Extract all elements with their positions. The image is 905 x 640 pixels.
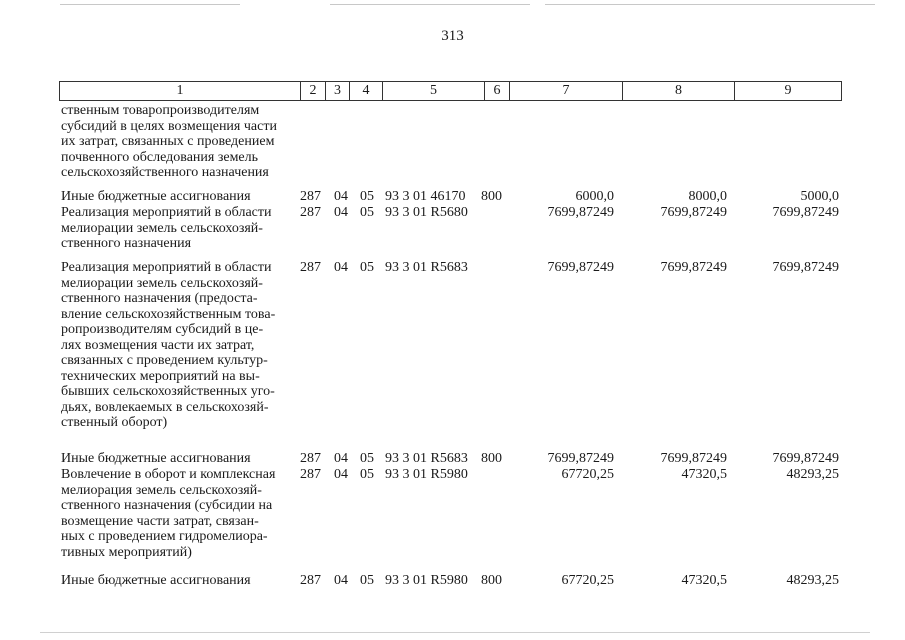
desc-line: мелиорации земель сельскохозяй-	[61, 275, 263, 291]
cell-subsection: 05	[360, 467, 374, 482]
desc-line: Реализация мероприятий в области	[61, 260, 272, 275]
table-header-row	[59, 81, 842, 101]
header-col-5: 5	[382, 82, 484, 100]
cell-target-article: 93 3 01 R5683	[385, 260, 468, 275]
desc-line: субсидий в целях возмещения части	[61, 118, 277, 134]
cell-amount-9: 48293,25	[786, 467, 839, 482]
desc-line: их затрат, связанных с проведением	[61, 134, 275, 149]
cell-target-article: 93 3 01 46170	[385, 189, 466, 204]
cell-admin-code: 287	[300, 451, 321, 466]
header-col-2: 2	[300, 82, 325, 100]
desc-line: ных с проведением гидромелиора-	[61, 529, 268, 544]
cell-target-article: 93 3 01 R5683	[385, 451, 468, 466]
cell-amount-8: 47320,5	[681, 573, 727, 588]
row-description	[61, 189, 295, 205]
cell-amount-9: 48293,25	[786, 573, 839, 588]
cell-section: 04	[334, 467, 348, 482]
cell-amount-8: 7699,87249	[660, 451, 727, 466]
bottom-scan-line	[40, 632, 870, 633]
desc-line: связанных с проведением культур-	[61, 353, 268, 368]
cell-section: 04	[334, 205, 348, 220]
desc-line: ственного назначения (субсидии на	[61, 498, 273, 513]
row-description	[61, 260, 295, 431]
desc-line: вление сельскохозяйственным това-	[61, 306, 276, 322]
row-description	[61, 573, 295, 589]
desc-line: сельскохозяйственного назначения	[61, 165, 269, 180]
cell-section: 04	[334, 260, 348, 275]
cell-amount-8: 8000,0	[688, 189, 727, 204]
cell-amount-7: 7699,87249	[547, 205, 614, 220]
cell-expense-type: 800	[481, 189, 502, 204]
cell-subsection: 05	[360, 189, 374, 204]
cell-amount-7: 6000,0	[575, 189, 614, 204]
cell-amount-7: 7699,87249	[547, 451, 614, 466]
cell-section: 04	[334, 451, 348, 466]
desc-line: мелиорация земель сельскохозяй-	[61, 482, 262, 498]
desc-line: ственным товаропроизводителям	[61, 103, 260, 118]
desc-line: Иные бюджетные ассигнования	[61, 451, 251, 466]
cell-expense-type: 800	[481, 451, 502, 466]
cell-amount-8: 47320,5	[681, 467, 727, 482]
cell-amount-7: 67720,25	[561, 573, 614, 588]
desc-line: ропроизводителям субсидий в це-	[61, 322, 264, 337]
header-col-1: 1	[59, 82, 300, 100]
header-col-7: 7	[509, 82, 622, 100]
header-col-9: 9	[734, 82, 842, 100]
cell-amount-8: 7699,87249	[660, 260, 727, 275]
cell-amount-7: 7699,87249	[547, 260, 614, 275]
desc-line: ственный оборот)	[61, 415, 168, 430]
desc-line: ственного назначения (предоста-	[61, 291, 258, 306]
page-number: 313	[441, 28, 464, 44]
top-scan-line-1	[60, 4, 240, 5]
cell-amount-8: 7699,87249	[660, 205, 727, 220]
desc-line: Иные бюджетные ассигнования	[61, 189, 251, 204]
cell-target-article: 93 3 01 R5980	[385, 573, 468, 588]
header-col-8: 8	[622, 82, 734, 100]
desc-line: дьях, вовлекаемых в сельскохозяй-	[61, 399, 269, 415]
header-col-6: 6	[484, 82, 509, 100]
cell-admin-code: 287	[300, 189, 321, 204]
row-description	[61, 205, 295, 252]
cell-target-article: 93 3 01 R5980	[385, 467, 468, 482]
desc-line: Реализация мероприятий в области	[61, 205, 272, 220]
cell-expense-type: 800	[481, 573, 502, 588]
cell-amount-9: 7699,87249	[772, 205, 839, 220]
cell-amount-9: 7699,87249	[772, 451, 839, 466]
cell-admin-code: 287	[300, 573, 321, 588]
desc-line: мелиорации земель сельскохозяй-	[61, 220, 263, 236]
desc-line: технических мероприятий на вы-	[61, 368, 260, 384]
cell-target-article: 93 3 01 R5680	[385, 205, 468, 220]
cell-subsection: 05	[360, 451, 374, 466]
top-scan-line-3	[545, 4, 875, 5]
cell-admin-code: 287	[300, 260, 321, 275]
header-col-3: 3	[325, 82, 349, 100]
cell-section: 04	[334, 189, 348, 204]
desc-line: бывших сельскохозяйственных уго-	[61, 384, 275, 399]
continuation-description	[61, 103, 295, 181]
cell-subsection: 05	[360, 260, 374, 275]
cell-subsection: 05	[360, 573, 374, 588]
cell-admin-code: 287	[300, 467, 321, 482]
cell-amount-7: 67720,25	[561, 467, 614, 482]
row-description	[61, 451, 295, 467]
cell-amount-9: 5000,0	[800, 189, 839, 204]
desc-line: возмещение части затрат, связан-	[61, 513, 259, 529]
cell-amount-9: 7699,87249	[772, 260, 839, 275]
row-description	[61, 467, 295, 560]
desc-line: лях возмещения части их затрат,	[61, 337, 255, 353]
desc-line: Иные бюджетные ассигнования	[61, 573, 251, 588]
cell-section: 04	[334, 573, 348, 588]
desc-line: почвенного обследования земель	[61, 149, 259, 165]
desc-line: Вовлечение в оборот и комплексная	[61, 467, 276, 482]
top-scan-line-2	[330, 4, 530, 5]
desc-line: ственного назначения	[61, 236, 192, 251]
cell-admin-code: 287	[300, 205, 321, 220]
header-col-4: 4	[349, 82, 382, 100]
desc-line: тивных мероприятий)	[61, 544, 192, 560]
cell-subsection: 05	[360, 205, 374, 220]
